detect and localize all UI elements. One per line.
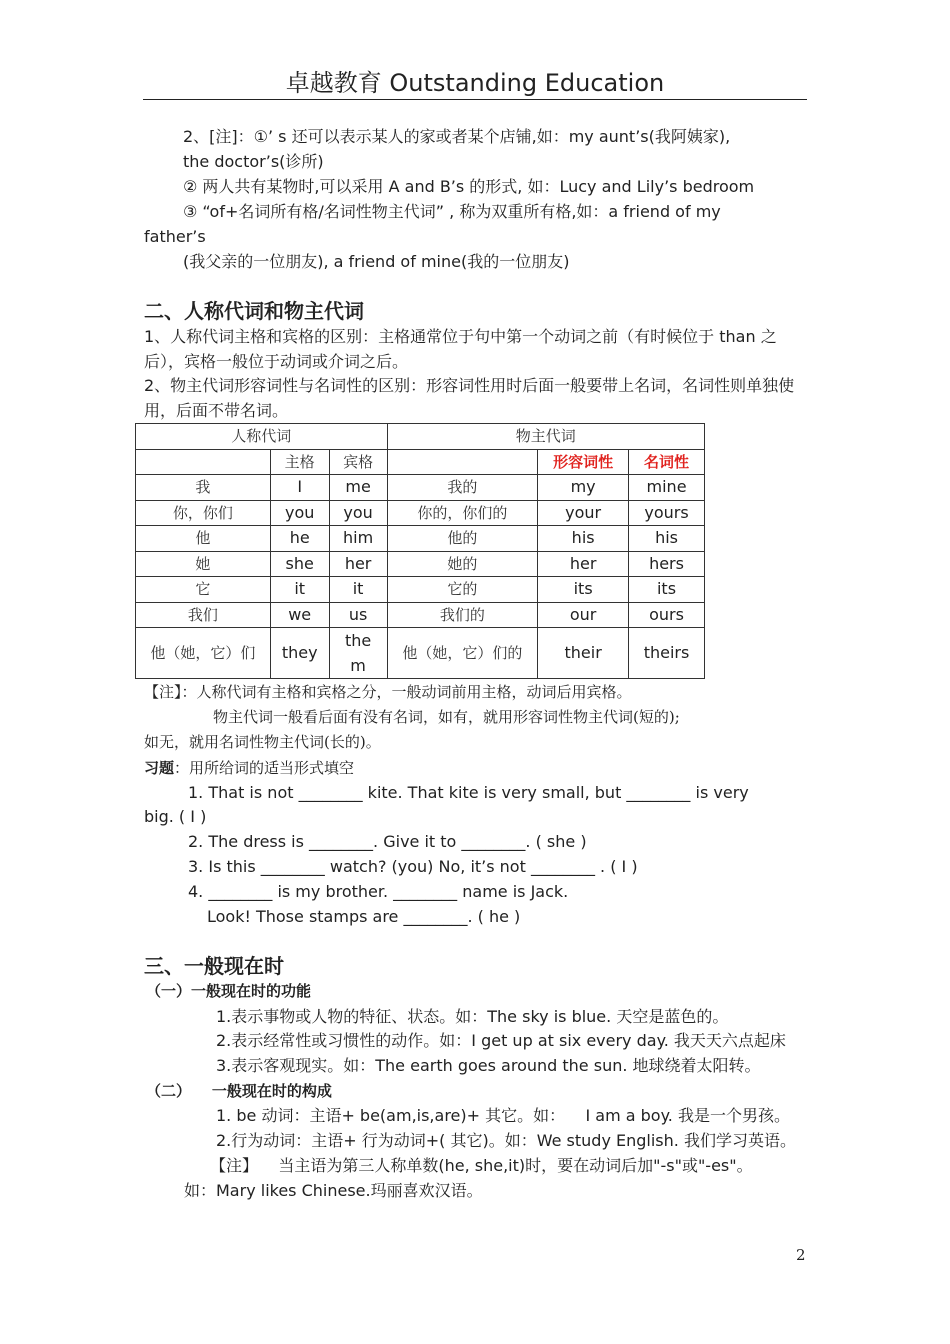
note-line-5: father’s — [144, 227, 206, 246]
subheading-functions: （一）一般现在时的功能 — [146, 982, 312, 1000]
exercise-3: 3. Is this ________ watch? (you) No, it’s not ________ . ( I ) — [188, 857, 638, 876]
exercise-1b: big. ( I ) — [144, 807, 207, 826]
note-line-6: (我父亲的一位朋友), a friend of mine(我的一位朋友) — [183, 252, 570, 271]
cell-cn: 你，你们 — [136, 500, 271, 526]
cell-adjective: their — [538, 628, 629, 679]
function-2: 2.表示经常性或习惯性的动作。如：I get up at six every day. 我天天六点起床 — [216, 1031, 786, 1050]
exercise-1a: 1. That is not ________ kite. That kite is very small, but ________ is very — [188, 783, 749, 802]
table-row — [136, 577, 705, 603]
cell-noun: its — [629, 577, 705, 603]
page-header: 卓越教育 Outstanding Education — [143, 66, 807, 100]
cell-poss-cn: 你的，你们的 — [387, 500, 538, 526]
cell-cn: 我 — [136, 475, 271, 501]
table-header-row — [136, 449, 705, 475]
header-adjective: 形容词性 — [538, 449, 629, 475]
cell-adjective: her — [538, 551, 629, 577]
exercise-4: 4. ________ is my brother. ________ name is Jack. — [188, 882, 569, 901]
cell-subject: it — [270, 577, 329, 603]
cell-poss-cn: 他的 — [387, 526, 538, 552]
note-3: 如无，就用名词性物主代词(长的)。 — [144, 733, 381, 751]
cell-poss-cn: 我们的 — [387, 602, 538, 628]
table-row — [136, 628, 705, 679]
note-line-4: ③ “of+名词所有格/名词性物主代词” , 称为双重所有格,如：a friend of my — [183, 202, 721, 221]
cell-noun: ours — [629, 602, 705, 628]
cell-noun: mine — [629, 475, 705, 501]
note-1: 【注】：人称代词有主格和宾格之分，一般动词前用主格，动词后用宾格。 — [144, 683, 632, 701]
header-noun: 名词性 — [629, 449, 705, 475]
header-subject: 主格 — [270, 449, 329, 475]
table-row — [136, 526, 705, 552]
cell-subject: she — [270, 551, 329, 577]
cell-cn: 它 — [136, 577, 271, 603]
cell-object: him — [329, 526, 387, 552]
subheading-structure: （二） 一般现在时的构成 — [146, 1082, 332, 1100]
cell-subject: I — [270, 475, 329, 501]
section-heading-pronouns: 二、人称代词和物主代词 — [144, 299, 364, 323]
cell-noun: his — [629, 526, 705, 552]
table-row — [136, 475, 705, 501]
cell-noun: yours — [629, 500, 705, 526]
cell-adjective: your — [538, 500, 629, 526]
cell-poss-cn: 我的 — [387, 475, 538, 501]
cell-adjective: its — [538, 577, 629, 603]
cell-poss-cn: 他（她，它）们的 — [387, 628, 538, 679]
header-empty — [136, 449, 271, 475]
pronoun-table — [135, 423, 705, 679]
cell-object: her — [329, 551, 387, 577]
cell-cn: 他 — [136, 526, 271, 552]
exercise-instruction: ：用所给词的适当形式填空 — [174, 759, 355, 777]
cell-object: it — [329, 577, 387, 603]
cell-adjective: my — [538, 475, 629, 501]
cell-cn: 他（她，它）们 — [136, 628, 271, 679]
structure-example: 如：Mary likes Chinese.玛丽喜欢汉语。 — [184, 1181, 483, 1200]
cell-adjective: his — [538, 526, 629, 552]
section-heading-present-tense: 三、一般现在时 — [144, 954, 284, 978]
table-group-row — [136, 424, 705, 450]
cell-object: you — [329, 500, 387, 526]
cell-subject: we — [270, 602, 329, 628]
table-row — [136, 602, 705, 628]
paragraph-2b: 用，后面不带名词。 — [144, 401, 289, 420]
group-personal: 人称代词 — [136, 424, 388, 450]
exercise-intro-line — [144, 755, 354, 781]
note-line-1: 2、[注]：①’ s 还可以表示某人的家或者某个店铺,如：my aunt’s(我阿姨家), — [183, 127, 731, 146]
cell-object: us — [329, 602, 387, 628]
table-row — [136, 551, 705, 577]
exercise-label: 习题 — [144, 759, 175, 777]
group-possessive: 物主代词 — [387, 424, 704, 450]
cell-cn: 我们 — [136, 602, 271, 628]
cell-cn: 她 — [136, 551, 271, 577]
structure-2: 2.行为动词：主语+ 行为动词+( 其它)。如：We study English. 我们学习英语。 — [216, 1131, 796, 1150]
table-row — [136, 500, 705, 526]
note-2: 物主代词一般看后面有没有名词，如有，就用形容词性物主代词(短的); — [213, 708, 680, 726]
exercise-5: Look! Those stamps are ________. ( he ) — [207, 907, 521, 926]
header-empty — [387, 449, 538, 475]
cell-adjective: our — [538, 602, 629, 628]
cell-noun: theirs — [629, 628, 705, 679]
paragraph-1b: 后），宾格一般位于动词或介词之后。 — [144, 352, 409, 371]
header-object: 宾格 — [329, 449, 387, 475]
note-line-2: the doctor’s(诊所) — [183, 152, 324, 171]
cell-poss-cn: 她的 — [387, 551, 538, 577]
cell-noun: hers — [629, 551, 705, 577]
structure-1: 1. be 动词：主语+ be(am,is,are)+ 其它。如： I am a boy. 我是一个男孩。 — [216, 1106, 790, 1125]
function-1: 1.表示事物或人物的特征、状态。如：The sky is blue. 天空是蓝色的。 — [216, 1007, 729, 1026]
cell-object-part1: the — [344, 631, 372, 650]
paragraph-1a: 1、人称代词主格和宾格的区别：主格通常位于句中第一个动词之前（有时候位于 than 之 — [144, 327, 777, 346]
page-number: 2 — [796, 1246, 806, 1264]
cell-subject: they — [270, 628, 329, 679]
exercise-2: 2. The dress is ________. Give it to ________. ( she ) — [188, 832, 587, 851]
structure-note: 【注】 当主语为第三人称单数(he, she,it)时，要在动词后加"-s"或"-es"。 — [210, 1156, 753, 1175]
cell-object: me — [329, 475, 387, 501]
cell-subject: he — [270, 526, 329, 552]
cell-subject: you — [270, 500, 329, 526]
cell-object-part2: m — [350, 656, 366, 675]
paragraph-2a: 2、物主代词形容词性与名词性的区别：形容词性用时后面一般要带上名词，名词性则单独使 — [144, 376, 795, 395]
note-line-3: ② 两人共有某物时,可以采用 A and B’s 的形式, 如：Lucy and Lily’s bedroom — [183, 177, 755, 196]
cell-object — [329, 628, 387, 679]
function-3: 3.表示客观现实。如：The earth goes around the sun. 地球绕着太阳转。 — [216, 1056, 761, 1075]
cell-poss-cn: 它的 — [387, 577, 538, 603]
